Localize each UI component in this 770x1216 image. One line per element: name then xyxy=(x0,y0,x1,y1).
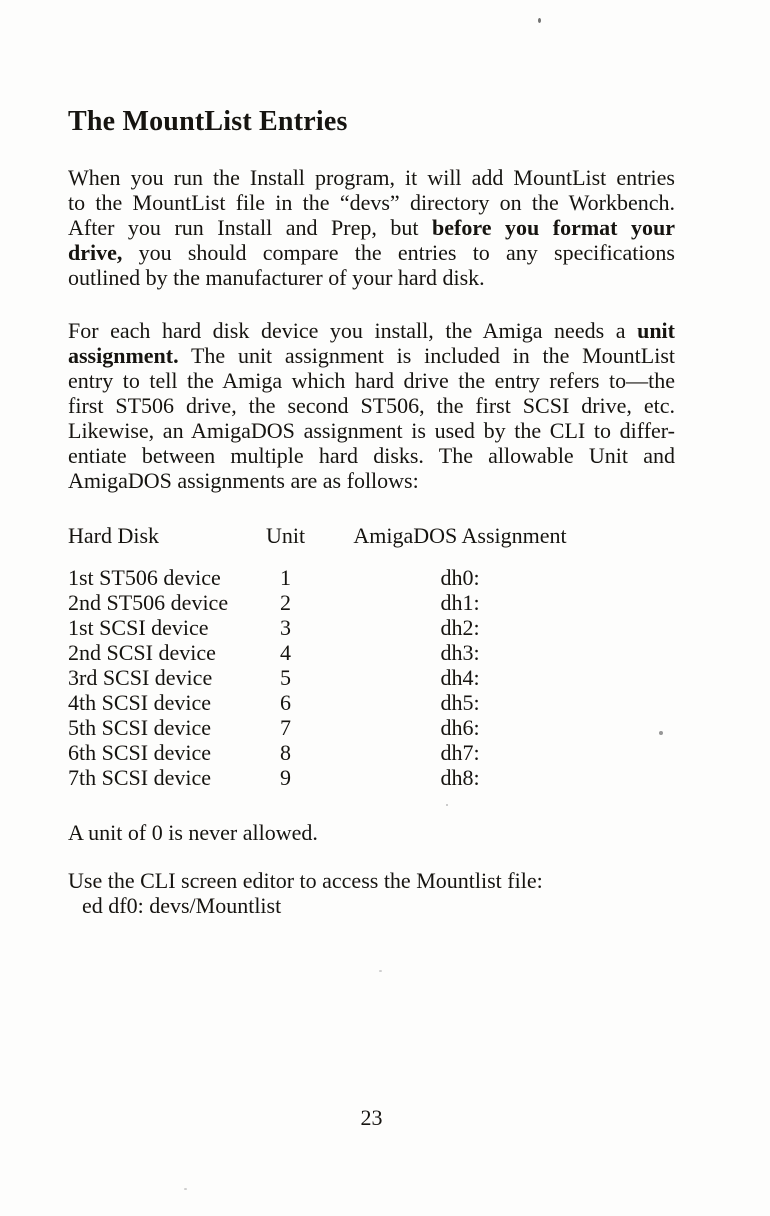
cli-intro-line: Use the CLI screen editor to access the Mountlist file: xyxy=(68,868,543,893)
scan-speck xyxy=(184,1188,187,1190)
cli-instructions xyxy=(68,868,675,918)
table-row xyxy=(68,740,675,765)
text-line xyxy=(68,343,675,368)
table-cell: 2 xyxy=(280,590,291,615)
table-row xyxy=(68,565,675,590)
table-cell: 9 xyxy=(280,765,291,790)
unit-zero-note: A unit of 0 is never allowed. xyxy=(68,820,318,845)
scan-speck xyxy=(659,731,663,735)
table-cell: dh2: xyxy=(440,615,480,640)
text-segment: Likewise, an AmigaDOS assignment is used by the CLI to differ- xyxy=(68,418,675,443)
bold-text-segment: unit xyxy=(637,318,675,343)
cli-command-line: ed df0: devs/Mountlist xyxy=(82,893,282,918)
text-line xyxy=(68,368,675,393)
scan-speck xyxy=(379,970,382,972)
table-header-row xyxy=(68,523,675,548)
table-cell: 6 xyxy=(280,690,291,715)
text-line xyxy=(68,418,675,443)
text-line xyxy=(68,443,675,468)
text-segment: entiate between multiple hard disks. The allowable Unit and xyxy=(68,443,675,468)
unit-assignment-table xyxy=(68,523,675,790)
text-segment: you should compare the entries to any specifications xyxy=(122,240,675,265)
table-row xyxy=(68,590,675,615)
table-cell: 3rd SCSI device xyxy=(68,665,213,690)
table-cell: 4th SCSI device xyxy=(68,690,211,715)
table-cell: 5th SCSI device xyxy=(68,715,211,740)
bold-text-segment: before you format your xyxy=(432,215,676,240)
bold-text-segment: drive, xyxy=(68,240,123,265)
text-line xyxy=(68,215,675,240)
text-segment: outlined by the manufacturer of your hard disk. xyxy=(68,265,485,290)
text-segment: entry to tell the Amiga which hard drive the entry refers to—the xyxy=(68,368,675,393)
text-line xyxy=(68,318,675,343)
table-cell: dh3: xyxy=(440,640,480,665)
table-cell: 6th SCSI device xyxy=(68,740,211,765)
column-header: AmigaDOS Assignment xyxy=(353,523,567,548)
paragraph-unit-assignment xyxy=(68,318,675,493)
text-segment: For each hard disk device you install, the Amiga needs a xyxy=(68,318,638,343)
text-segment: to the MountList file in the “devs” directory on the Workbench. xyxy=(68,190,675,215)
table-row xyxy=(68,615,675,640)
table-cell: 2nd ST506 device xyxy=(68,590,229,615)
table-cell: dh5: xyxy=(440,690,480,715)
table-cell: dh4: xyxy=(440,665,480,690)
text-line xyxy=(68,190,675,215)
page-title: The MountList Entries xyxy=(68,106,348,137)
table-cell: dh8: xyxy=(440,765,480,790)
scan-speck xyxy=(538,18,541,23)
table-row xyxy=(68,640,675,665)
table-row xyxy=(68,765,675,790)
table-cell: 5 xyxy=(280,665,291,690)
table-cell: 1st ST506 device xyxy=(68,565,221,590)
table-row xyxy=(68,715,675,740)
column-header: Unit xyxy=(265,523,306,548)
text-segment: first ST506 drive, the second ST506, the first SCSI drive, etc. xyxy=(68,393,675,418)
text-line xyxy=(68,265,675,290)
text-line xyxy=(68,468,675,493)
text-line xyxy=(68,240,675,265)
table-cell: dh1: xyxy=(440,590,480,615)
scan-speck xyxy=(446,804,448,806)
table-cell: 8 xyxy=(280,740,291,765)
text-line xyxy=(68,165,675,190)
table-cell: 4 xyxy=(280,640,291,665)
column-header: Hard Disk xyxy=(68,523,160,548)
table-cell: 1st SCSI device xyxy=(68,615,209,640)
table-cell: dh6: xyxy=(440,715,480,740)
table-cell: 7th SCSI device xyxy=(68,765,211,790)
page-number: 23 xyxy=(360,1105,383,1130)
text-segment: When you run the Install program, it will add MountList entries xyxy=(68,165,675,190)
table-cell: dh7: xyxy=(440,740,480,765)
table-cell: 2nd SCSI device xyxy=(68,640,216,665)
table-cell: 7 xyxy=(280,715,291,740)
text-segment: AmigaDOS assignments are as follows: xyxy=(68,468,419,493)
table-cell: 1 xyxy=(280,565,291,590)
table-cell: 3 xyxy=(280,615,291,640)
paragraph-install-program xyxy=(68,165,675,290)
text-segment: The unit assignment is included in the MountList xyxy=(178,343,675,368)
text-column xyxy=(68,0,675,918)
bold-text-segment: assignment. xyxy=(68,343,179,368)
text-line xyxy=(68,393,675,418)
table-row xyxy=(68,690,675,715)
table-cell: dh0: xyxy=(440,565,480,590)
text-segment: After you run Install and Prep, but xyxy=(68,215,433,240)
table-row xyxy=(68,665,675,690)
